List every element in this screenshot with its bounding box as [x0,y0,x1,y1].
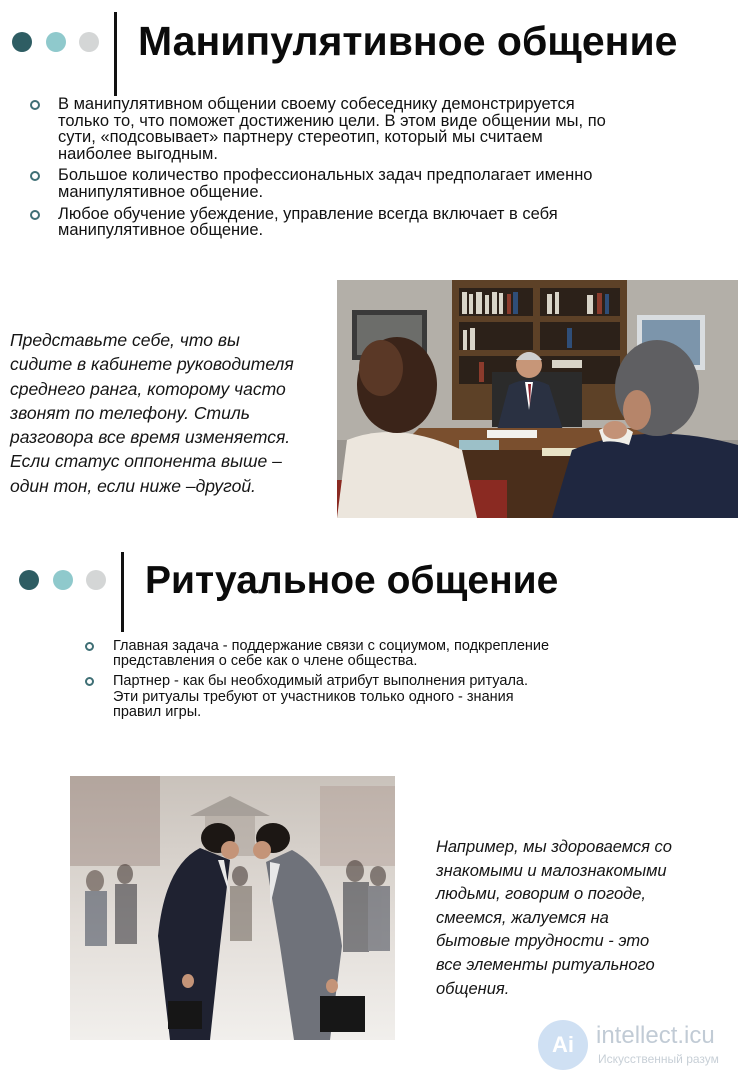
watermark-logo-icon: Ai [538,1020,588,1070]
watermark-brand: intellect.icu [596,1022,715,1049]
section1-title: Манипулятивное общение [138,18,678,64]
list-item: Большое количество профессиональных задач предполагает именно манипулятивное общение. [30,167,730,200]
decor-dot-mid [53,570,73,590]
list-item: Партнер - как бы необходимый атрибут выполнения ритуала. Эти ритуалы требуют от участников только одного - знания правил игры. [85,674,705,720]
list-item: Главная задача - поддержание связи с социумом, подкрепление представления о себе как о члене общества. [85,639,705,669]
section2-example-text: Например, мы здороваемся со знакомыми и малознакомыми людьми, говорим о погоде, смеемся, жалуемся на бытовые трудности - это все элементы ритуального общения. [436,838,672,998]
bullet-icon [30,171,40,181]
office-meeting-photo [337,280,738,518]
bowing-businessmen-photo [70,776,395,1040]
decor-dot-mid [46,32,66,52]
section2-title: Ритуальное общение [145,559,559,602]
bullet-icon [30,100,40,110]
decor-dot-dark [19,570,39,590]
bullet-icon [30,210,40,220]
bullet-icon [85,677,94,686]
watermark-tagline: Искусственный разум [598,1052,719,1066]
decor-dot-light [86,570,106,590]
section1-example-text: Представьте себе, что вы сидите в кабинете руководителя среднего ранга, которому часто звонят по телефону. Стиль разговора все время изменяется. Если статус оппонента выше – один тон, если ниже –другой. [10,330,294,496]
section1-bullet-list [30,96,730,239]
decor-dot-dark [12,32,32,52]
title-divider [121,552,124,632]
title-divider [114,12,117,96]
bullet-icon [85,642,94,651]
decor-dot-light [79,32,99,52]
list-item: Любое обучение убеждение, управление всегда включает в себя манипулятивное общение. [30,206,730,239]
list-item: В манипулятивном общении своему собеседнику демонстрируется только то, что поможет достижению цели. В этом виде общении мы, по сути, «подсовывает» партнеру стереотип, который мы считаем наиболее выгодным. [30,96,730,162]
section2-bullet-list [85,639,705,720]
watermark [538,1020,743,1072]
